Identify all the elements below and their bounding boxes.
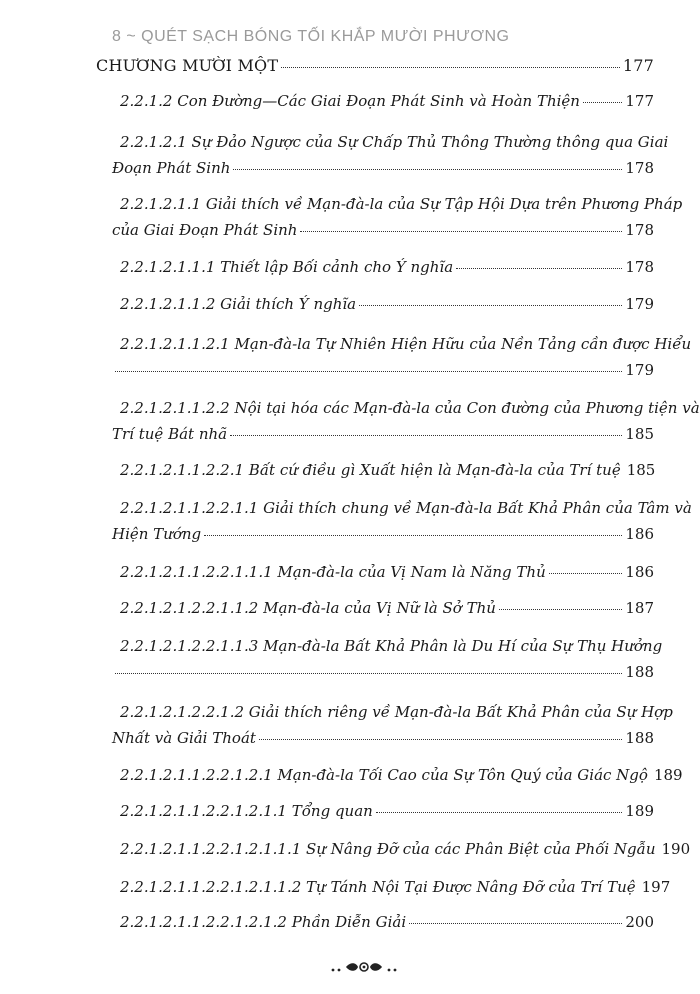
toc-entry[interactable] bbox=[120, 294, 654, 314]
toc-page-number: 197 bbox=[641, 878, 671, 896]
toc-chapter-title: CHƯƠNG MƯỜI MỘT bbox=[96, 56, 279, 75]
toc-entry-title-cont: Đoạn Phát Sinh bbox=[112, 159, 231, 177]
dot-leader bbox=[300, 230, 622, 232]
toc-entry[interactable] bbox=[120, 598, 654, 618]
toc-entry-title: 2.2.1.2.1.1.2.2 Nội tại hóa các Mạn-đà-la của Con đường của Phương tiện và bbox=[120, 399, 700, 417]
running-header: 8 ~ QUÉT SẠCH BÓNG TỐI KHẮP MƯỜI PHƯƠNG bbox=[112, 28, 510, 45]
toc-entry[interactable] bbox=[120, 460, 654, 480]
toc-page-number: 200 bbox=[625, 913, 654, 931]
toc-page-number: 189 bbox=[653, 766, 683, 784]
toc-page-number: 179 bbox=[625, 361, 654, 379]
dot-leader bbox=[281, 66, 620, 68]
toc-entry-title-cont: của Giai Đoạn Phát Sinh bbox=[112, 221, 298, 239]
toc-entry[interactable] bbox=[120, 636, 663, 682]
dot-leader bbox=[456, 267, 622, 269]
toc-entry-title: 2.2.1.2.1.2.2.1.2 Giải thích riêng về Mạn-đà-la Bất Khả Phân của Sự Hợp bbox=[120, 703, 673, 721]
toc-entry-title-cont: Trí tuệ Bát nhã bbox=[112, 425, 228, 443]
toc-entry[interactable] bbox=[120, 877, 671, 897]
toc-entry[interactable] bbox=[112, 194, 683, 240]
toc-page-number: 186 bbox=[625, 563, 654, 581]
toc-page-number: 189 bbox=[625, 802, 654, 820]
toc-page-number: 185 bbox=[626, 461, 656, 479]
toc-entry-title: 2.2.1.2.1.1.2.1 Mạn-đà-la Tự Nhiên Hiện Hữu của Nền Tảng cần được Hiểu bbox=[120, 335, 692, 353]
dot-leader bbox=[409, 922, 622, 924]
toc-entry-title: 2.2.1.2.1.1.2 Giải thích Ý nghĩa bbox=[120, 295, 357, 313]
dot-leader bbox=[233, 168, 622, 170]
toc-entry[interactable] bbox=[112, 702, 673, 748]
toc-entry-title: 2.2.1.2.1.2.2.1.1.2 Mạn-đà-la của Vị Nữ là Sở Thủ bbox=[120, 599, 496, 617]
dot-leader bbox=[204, 534, 622, 536]
toc-page-number: 178 bbox=[625, 159, 654, 177]
toc-entry-title: 2.2.1.2.1.1.2.2.1.2.1 Mạn-đà-la Tối Cao của Sự Tôn Quý của Giác Ngộ bbox=[120, 766, 648, 784]
toc-page-number: 186 bbox=[625, 525, 654, 543]
toc-entry-title: 2.2.1.2.1.1.2.2.1.2.1.1.2 Tự Tánh Nội Tại Được Nâng Đỡ của Trí Tuệ bbox=[120, 878, 636, 896]
footer-ornament-icon bbox=[330, 958, 410, 976]
toc-page-number: 179 bbox=[625, 295, 654, 313]
toc-entry-title: 2.2.1.2.1.1.2.2.1 Bất cứ điều gì Xuất hiện là Mạn-đà-la của Trí tuệ bbox=[120, 461, 621, 479]
toc-entry-title-cont: Nhất và Giải Thoát bbox=[112, 729, 256, 747]
toc-entry[interactable] bbox=[120, 334, 692, 380]
toc-entry-title: 2.2.1.2.1.1.2.2.1.1.1 Mạn-đà-la của Vị Nam là Năng Thủ bbox=[120, 563, 546, 581]
dot-leader bbox=[549, 572, 623, 574]
toc-entry[interactable] bbox=[120, 765, 683, 785]
toc-entry-title: 2.2.1.2.1.1.2.2.1.2.1.1 Tổng quan bbox=[120, 802, 373, 820]
toc-entry-title: 2.2.1.2.1.1.2.2.1.2.1.2 Phần Diễn Giải bbox=[120, 913, 407, 931]
toc-entry[interactable] bbox=[120, 801, 654, 821]
toc-entry-title: 2.2.1.2.1.2.2.1.1.3 Mạn-đà-la Bất Khả Phân là Du Hí của Sự Thụ Hưởng bbox=[120, 637, 663, 655]
toc-entry[interactable] bbox=[112, 132, 669, 178]
dot-leader bbox=[259, 738, 622, 740]
dot-leader bbox=[583, 101, 622, 103]
dot-leader bbox=[499, 608, 622, 610]
dot-leader bbox=[376, 811, 623, 813]
toc-entry[interactable] bbox=[112, 498, 692, 544]
toc-page-number: 187 bbox=[625, 599, 654, 617]
toc-entry[interactable] bbox=[112, 398, 700, 444]
toc-entry-title: 2.2.1.2.1.1 Giải thích về Mạn-đà-la của Sự Tập Hội Dựa trên Phương Pháp bbox=[120, 195, 683, 213]
toc-chapter[interactable] bbox=[96, 56, 654, 76]
toc-entry-title: 2.2.1.2.1 Sự Đảo Ngược của Sự Chấp Thủ Thông Thường thông qua Giai bbox=[120, 133, 669, 151]
toc-entry-title: 2.2.1.2 Con Đường—Các Giai Đoạn Phát Sinh và Hoàn Thiện bbox=[120, 92, 580, 110]
toc-page-number: 185 bbox=[625, 425, 654, 443]
dot-leader bbox=[115, 370, 622, 372]
dot-leader bbox=[230, 434, 622, 436]
toc-page-number: 178 bbox=[625, 258, 654, 276]
toc-entry-title: 2.2.1.2.1.1.2.2.1.2.1.1.1 Sự Nâng Đỡ của các Phân Biệt của Phối Ngẫu bbox=[120, 840, 656, 858]
toc-page-number: 188 bbox=[625, 729, 654, 747]
toc-entry[interactable] bbox=[120, 257, 654, 277]
toc-entry[interactable] bbox=[120, 562, 654, 582]
toc-entry-title: 2.2.1.2.1.1.2.2.1.1 Giải thích chung về Mạn-đà-la Bất Khả Phân của Tâm và bbox=[120, 499, 692, 517]
toc-page-number: 177 bbox=[625, 92, 654, 110]
dot-leader bbox=[115, 672, 622, 674]
toc-page-number: 190 bbox=[661, 840, 691, 858]
dot-leader bbox=[359, 304, 622, 306]
toc-page-number: 188 bbox=[625, 663, 654, 681]
toc-page-number: 178 bbox=[625, 221, 654, 239]
toc-page-number: 177 bbox=[622, 56, 654, 75]
toc-entry[interactable] bbox=[120, 839, 691, 859]
toc-entry[interactable] bbox=[120, 912, 654, 932]
toc-entry-title: 2.2.1.2.1.1.1 Thiết lập Bối cảnh cho Ý nghĩa bbox=[120, 258, 454, 276]
toc-entry[interactable] bbox=[120, 91, 654, 111]
toc-entry-title-cont: Hiện Tướng bbox=[112, 525, 202, 543]
